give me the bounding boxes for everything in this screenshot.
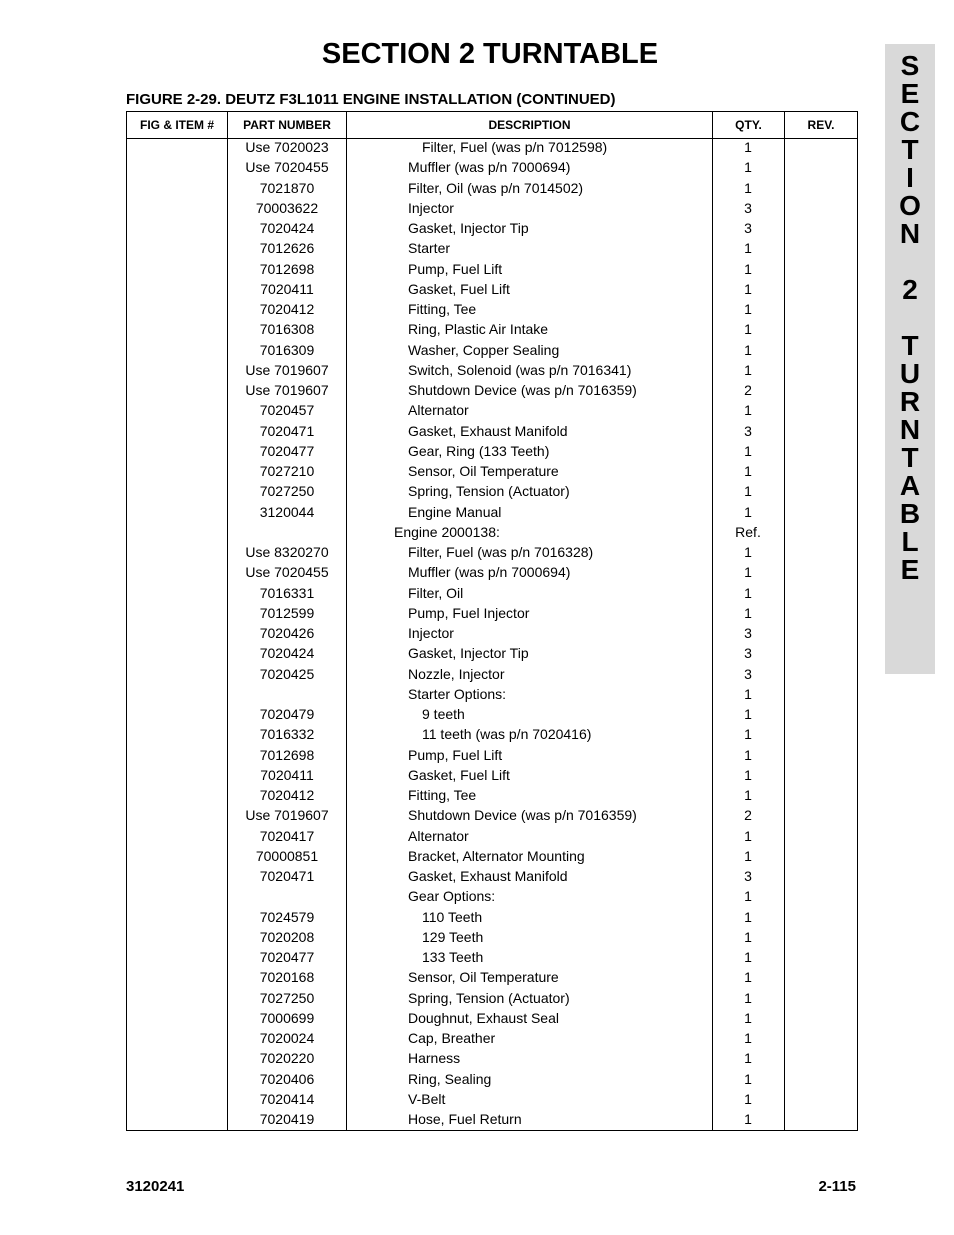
table-row	[127, 462, 857, 482]
description-cell: Fitting, Tee	[408, 787, 477, 803]
header-qty: QTY.	[735, 118, 762, 132]
table-row	[127, 1029, 857, 1049]
table-row	[127, 584, 857, 604]
part-number-cell: Use 8320270	[245, 544, 329, 560]
qty-cell: 1	[744, 685, 752, 702]
table-row	[127, 827, 857, 847]
description-cell: Gasket, Injector Tip	[408, 645, 529, 662]
qty-cell: 1	[744, 584, 752, 601]
table-row	[127, 199, 857, 219]
description-cell: Cap, Breather	[408, 1030, 496, 1046]
part-number-cell: 7020471	[259, 868, 315, 884]
part-number-cell: Use 7019607	[245, 807, 329, 824]
side-tab-letter: E	[900, 554, 920, 585]
qty-cell: 1	[744, 1111, 752, 1127]
part-number-cell: Use 7020455	[245, 564, 329, 581]
description-cell: Muffler (was p/n 7000694)	[408, 159, 571, 176]
part-number-cell: 7020414	[259, 1090, 315, 1107]
part-number-cell: 7016308	[259, 321, 315, 338]
qty-cell: 1	[744, 989, 752, 1006]
figure-title: FIGURE 2-29. DEUTZ F3L1011 ENGINE INSTALLATION (CONTINUED)	[126, 91, 616, 108]
qty-cell: 1	[744, 240, 752, 257]
side-tab-gap	[885, 304, 935, 332]
part-number-cell: 7020471	[259, 422, 315, 439]
side-tab-letter: R	[899, 386, 921, 417]
description-cell: Muffler (was p/n 7000694)	[408, 564, 571, 581]
part-number-cell: 7020479	[259, 706, 315, 722]
side-tab-letter: A	[899, 470, 921, 501]
description-cell: Gear, Ring (133 Teeth)	[408, 442, 550, 459]
description-cell: V-Belt	[408, 1090, 446, 1107]
part-number-cell: 70000851	[255, 847, 319, 864]
qty-cell: 1	[744, 544, 752, 560]
table-body	[127, 138, 857, 1130]
description-cell: Alternator	[408, 827, 469, 844]
description-cell: 110 Teeth	[422, 908, 483, 925]
qty-cell: 3	[744, 220, 752, 236]
table-row	[127, 563, 857, 583]
table-row	[127, 1070, 857, 1090]
header-part-number: PART NUMBER	[243, 118, 331, 132]
part-number-cell: 7020424	[259, 645, 315, 662]
table-row	[127, 867, 857, 887]
table-row	[127, 968, 857, 988]
part-number-cell: 7027250	[259, 989, 315, 1006]
description-cell: Gasket, Fuel Lift	[408, 280, 510, 297]
part-number-cell: 70003622	[255, 199, 319, 216]
table-row	[127, 806, 857, 826]
part-number-cell: 7020168	[259, 969, 315, 986]
part-number-cell: 7020220	[259, 1050, 315, 1067]
qty-cell: 2	[744, 382, 752, 398]
table-row	[127, 381, 857, 401]
description-cell: Switch, Solenoid (was p/n 7016341)	[408, 361, 632, 378]
part-number-cell: 7016332	[259, 726, 315, 743]
table-row	[127, 442, 857, 462]
part-number-cell: 7020412	[259, 787, 315, 803]
table-row	[127, 543, 857, 563]
qty-cell: 1	[744, 341, 752, 358]
qty-cell: 3	[744, 625, 752, 641]
part-number-cell: 7020425	[259, 665, 315, 682]
description-cell: Injector	[408, 199, 454, 216]
part-number-cell: 7020411	[260, 766, 314, 783]
part-number-cell: Use 7019607	[245, 361, 329, 378]
table-row	[127, 887, 857, 907]
qty-cell: 1	[744, 463, 752, 479]
table-row	[127, 422, 857, 442]
table-row	[127, 523, 857, 543]
part-number-cell: 7020477	[259, 442, 315, 459]
description-cell: 9 teeth	[422, 706, 465, 722]
header-description: DESCRIPTION	[488, 118, 571, 132]
table-row	[127, 948, 857, 968]
table-row	[127, 280, 857, 300]
side-tab-letter: C	[899, 106, 921, 137]
part-number-cell: 7012626	[259, 240, 315, 257]
table-row	[127, 482, 857, 502]
description-cell: Filter, Fuel (was p/n 7012598)	[422, 139, 608, 155]
qty-cell: 3	[744, 645, 752, 662]
table-row	[127, 138, 857, 158]
qty-cell: 1	[744, 908, 752, 925]
qty-cell: 1	[744, 301, 752, 317]
part-number-cell: 7000699	[259, 1009, 315, 1026]
qty-cell: 1	[744, 604, 752, 621]
part-number-cell: 7027250	[259, 483, 315, 500]
description-cell: Filter, Oil	[408, 584, 464, 601]
qty-cell: 3	[744, 199, 752, 216]
table-row	[127, 847, 857, 867]
table-row	[127, 179, 857, 199]
description-cell: Spring, Tension (Actuator)	[408, 483, 570, 500]
qty-cell: 1	[744, 442, 752, 459]
description-cell: Washer, Copper Sealing	[408, 341, 560, 358]
table-row	[127, 239, 857, 259]
qty-cell: 1	[744, 1009, 752, 1026]
table-row	[127, 604, 857, 624]
side-tab-gap	[885, 248, 935, 276]
side-tab-letter: S	[900, 50, 920, 81]
part-number-cell: 7021870	[259, 179, 315, 196]
qty-cell: 1	[744, 1090, 752, 1107]
section-title: SECTION 2 TURNTABLE	[321, 38, 659, 70]
qty-cell: 1	[744, 321, 752, 338]
qty-cell: 1	[744, 726, 752, 743]
header-rev: REV.	[807, 118, 835, 132]
qty-cell: 1	[744, 361, 752, 378]
part-number-cell: 7020457	[259, 402, 315, 419]
table-row	[127, 725, 857, 745]
side-tab-letter: T	[901, 134, 919, 165]
qty-cell: 1	[744, 928, 752, 945]
part-number-cell: Use 7020023	[245, 139, 329, 155]
description-cell: Starter Options:	[408, 685, 507, 702]
description-cell: 129 Teeth	[422, 928, 484, 945]
section-side-tab	[885, 44, 935, 674]
description-cell: Ring, Sealing	[408, 1070, 492, 1087]
part-number-cell: 3120044	[259, 503, 315, 520]
description-cell: Pump, Fuel Injector	[408, 604, 530, 621]
table-row	[127, 644, 857, 664]
qty-cell: 1	[744, 280, 752, 297]
description-cell: Gasket, Injector Tip	[408, 220, 529, 236]
parts-table	[126, 111, 858, 1131]
side-tab-letter: N	[899, 414, 921, 445]
part-number-cell: 7012599	[259, 604, 315, 621]
description-cell: Gasket, Exhaust Manifold	[408, 868, 568, 884]
table-row	[127, 361, 857, 381]
qty-cell: 1	[744, 159, 752, 176]
part-number-cell: 7012698	[259, 260, 315, 277]
table-row	[127, 624, 857, 644]
table-row	[127, 260, 857, 280]
qty-cell: 3	[744, 868, 752, 884]
table-row	[127, 341, 857, 361]
description-cell: Fitting, Tee	[408, 301, 477, 317]
table-row	[127, 503, 857, 523]
qty-cell: Ref.	[735, 523, 761, 540]
description-cell: Pump, Fuel Lift	[408, 260, 503, 277]
description-cell: Engine Manual	[408, 503, 502, 520]
description-cell: Ring, Plastic Air Intake	[408, 321, 549, 338]
table-row	[127, 1009, 857, 1029]
table-row	[127, 989, 857, 1009]
table-row	[127, 786, 857, 806]
description-cell: Sensor, Oil Temperature	[408, 969, 559, 986]
description-cell: Gasket, Fuel Lift	[408, 766, 510, 783]
description-cell: Engine 2000138:	[394, 523, 500, 540]
qty-cell: 2	[744, 807, 752, 824]
page-number: 2-115	[818, 1178, 856, 1195]
table-row	[127, 746, 857, 766]
table-row	[127, 705, 857, 725]
side-tab-letter: T	[901, 442, 919, 473]
description-cell: 133 Teeth	[422, 949, 484, 965]
table-row	[127, 665, 857, 685]
qty-cell: 1	[744, 787, 752, 803]
description-cell: Bracket, Alternator Mounting	[408, 847, 585, 864]
qty-cell: 1	[744, 179, 752, 196]
part-number-cell: 7020024	[259, 1030, 315, 1046]
description-cell: Shutdown Device (was p/n 7016359)	[408, 382, 637, 398]
description-cell: Shutdown Device (was p/n 7016359)	[408, 807, 637, 824]
qty-cell: 3	[744, 422, 752, 439]
table-row	[127, 1049, 857, 1069]
part-number-cell: Use 7019607	[245, 382, 329, 398]
qty-cell: 1	[744, 766, 752, 783]
description-cell: Sensor, Oil Temperature	[408, 463, 559, 479]
qty-cell: 1	[744, 483, 752, 500]
description-cell: Filter, Oil (was p/n 7014502)	[408, 179, 584, 196]
table-row	[127, 766, 857, 786]
table-row	[127, 908, 857, 928]
qty-cell: 1	[744, 888, 752, 905]
table-row	[127, 928, 857, 948]
part-number-cell: 7020411	[260, 280, 314, 297]
description-cell: Injector	[408, 625, 454, 641]
qty-cell: 1	[744, 706, 752, 722]
part-number-cell: 7020412	[259, 301, 315, 317]
side-tab-letter: U	[899, 358, 921, 389]
qty-cell: 1	[744, 1030, 752, 1046]
qty-cell: 1	[744, 1050, 752, 1067]
part-number-cell: 7016331	[259, 584, 315, 601]
qty-cell: 1	[744, 969, 752, 986]
side-tab-letter: O	[899, 190, 921, 221]
qty-cell: 1	[744, 847, 752, 864]
table-row	[127, 401, 857, 421]
side-tab-letter: T	[901, 330, 919, 361]
part-number-cell: 7020208	[259, 928, 315, 945]
table-row	[127, 1110, 857, 1130]
part-number-cell: 7024579	[259, 908, 315, 925]
table-row	[127, 685, 857, 705]
part-number-cell: 7016309	[259, 341, 315, 358]
description-cell: 11 teeth (was p/n 7020416)	[422, 726, 592, 743]
qty-cell: 1	[744, 1070, 752, 1087]
side-tab-letters	[885, 52, 935, 584]
table-row	[127, 320, 857, 340]
description-cell: Pump, Fuel Lift	[408, 746, 503, 763]
qty-cell: 1	[744, 827, 752, 844]
description-cell: Doughnut, Exhaust Seal	[408, 1009, 559, 1026]
side-tab-letter: N	[899, 218, 921, 249]
side-tab-letter: I	[906, 162, 914, 193]
qty-cell: 3	[744, 665, 752, 682]
side-tab-letter: E	[900, 78, 920, 109]
description-cell: Starter	[408, 240, 451, 257]
description-cell: Filter, Fuel (was p/n 7016328)	[408, 544, 594, 560]
qty-cell: 1	[744, 564, 752, 581]
part-number-cell: 7012698	[259, 746, 315, 763]
table-row	[127, 158, 857, 178]
qty-cell: 1	[744, 503, 752, 520]
description-cell: Spring, Tension (Actuator)	[408, 989, 570, 1006]
part-number-cell: 7020426	[259, 625, 315, 641]
qty-cell: 1	[744, 402, 752, 419]
part-number-cell: 7020424	[259, 220, 315, 236]
table-row	[127, 219, 857, 239]
part-number-cell: 7027210	[259, 463, 315, 479]
description-cell: Alternator	[408, 402, 469, 419]
document-number: 3120241	[126, 1178, 185, 1195]
part-number-cell: 7020406	[259, 1070, 315, 1087]
qty-cell: 1	[744, 260, 752, 277]
table-row	[127, 1090, 857, 1110]
qty-cell: 1	[744, 746, 752, 763]
table-row	[127, 300, 857, 320]
description-cell: Hose, Fuel Return	[408, 1111, 522, 1127]
side-tab-letter: L	[901, 526, 919, 557]
qty-cell: 1	[744, 139, 752, 155]
side-tab-letter: B	[899, 498, 921, 529]
description-cell: Nozzle, Injector	[408, 665, 505, 682]
part-number-cell: 7020417	[259, 827, 315, 844]
description-cell: Harness	[408, 1050, 461, 1067]
qty-cell: 1	[744, 949, 752, 965]
header-fig-item: FIG & ITEM #	[139, 118, 214, 132]
part-number-cell: Use 7020455	[245, 159, 329, 176]
side-tab-letter: 2	[902, 274, 918, 305]
description-cell: Gear Options:	[408, 888, 496, 905]
description-cell: Gasket, Exhaust Manifold	[408, 422, 568, 439]
part-number-cell: 7020419	[259, 1111, 315, 1127]
part-number-cell: 7020477	[259, 949, 315, 965]
